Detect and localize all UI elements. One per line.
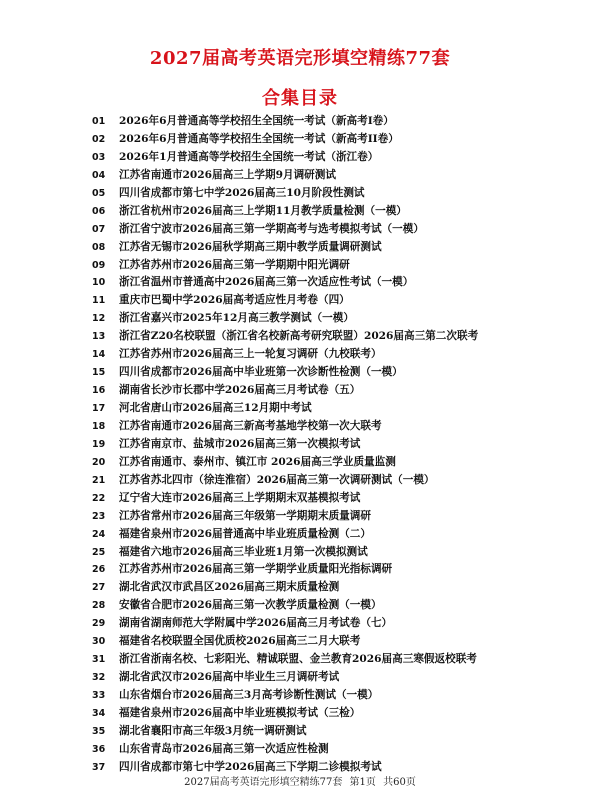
toc-entry-number: 17: [92, 403, 106, 414]
toc-entry-number: 25: [92, 546, 106, 558]
toc-entry: [92, 454, 512, 472]
toc-entry-title: 2026年1月普通高等学校招生全国统一考试（浙江卷）: [119, 150, 379, 163]
toc-entry: [92, 418, 512, 436]
toc-entry: [92, 149, 512, 167]
toc-entry: [92, 723, 512, 741]
toc-entry-title: 浙江省温州市普通高中2026届高三第一次适应性考试（一模）: [119, 276, 414, 289]
toc-entry-title: 福建省六地市2026届高三毕业班1月第一次模拟测试: [119, 545, 368, 558]
toc-entry-number: 35: [92, 725, 106, 737]
toc-entry: [92, 687, 512, 705]
toc-entry-number: 16: [92, 385, 106, 397]
toc-entry-title: 福建省名校联盟全国优质校2026届高三二月大联考: [119, 635, 361, 648]
toc-entry-number: 20: [92, 456, 106, 468]
toc-entry-number: 11: [92, 295, 106, 307]
toc-entry: [92, 292, 512, 310]
toc-entry: [92, 167, 512, 185]
toc-entry: [92, 400, 512, 418]
toc-entry-title: 山东省青岛市2026届高三第一次适应性检测: [119, 742, 329, 755]
toc-entry: [92, 633, 512, 651]
toc-entry-number: 07: [92, 223, 106, 235]
toc-entry-number: 22: [92, 492, 106, 504]
toc-entry-title: 四川省成都市第七中学2026届高三10月阶段性测试: [119, 186, 365, 199]
toc-entry: [92, 561, 512, 579]
toc-entry-number: 33: [92, 690, 106, 701]
toc-entry-number: 15: [92, 367, 106, 379]
page-footer: [0, 773, 600, 788]
toc-entry: [92, 508, 512, 526]
toc-entry: [92, 472, 512, 490]
toc-entry: [92, 274, 512, 292]
toc-entry: [92, 364, 512, 382]
footer-page-number: 第1页: [349, 777, 376, 788]
toc-entry-number: 10: [92, 277, 106, 289]
toc-entry-title: 江苏省南通市、泰州市、镇江市 2026届高三学业质量监测: [119, 455, 396, 468]
toc-entry-title: 江苏省苏州市2026届高三上一轮复习调研（九校联考）: [119, 348, 382, 361]
toc-entry-title: 浙江省宁波市2026届高三第一学期高考与选考模拟考试（一模）: [119, 222, 424, 235]
toc-entry-number: 19: [92, 438, 106, 450]
toc-entry-title: 2026年6月普通高等学校招生全国统一考试（新高考I卷）: [119, 115, 394, 127]
toc-entry-title: 四川省成都市第七中学2026届高三下学期二诊模拟考试: [119, 760, 382, 773]
toc-entry-number: 08: [92, 241, 106, 253]
toc-entry: [92, 221, 512, 239]
toc-entry-title: 浙江省浙南名校、七彩阳光、精诚联盟、金兰教育2026届高三寒假返校联考: [119, 653, 477, 666]
toc-entry-title: 湖南省长沙市长郡中学2026届高三月考试卷（五）: [119, 384, 361, 397]
toc-entry: [92, 526, 512, 544]
toc-entry: [92, 436, 512, 454]
toc-entry: [92, 328, 512, 346]
toc-entry-title: 浙江省Z20名校联盟（浙江省名校新高考研究联盟）2026届高三第二次联考: [119, 330, 479, 343]
toc-entry-title: 湖北省武汉市2026届高中毕业生三月调研考试: [119, 671, 340, 684]
toc-entry: [92, 382, 512, 400]
toc-entry-number: 06: [92, 205, 106, 217]
toc-entry-number: 05: [92, 187, 106, 199]
toc-entry-title: 重庆市巴蜀中学2026届高考适应性月考卷（四）: [119, 294, 350, 307]
toc-entry-number: 37: [92, 761, 106, 773]
toc-entry-number: 02: [92, 133, 106, 145]
toc-entry-number: 13: [92, 331, 106, 343]
toc-entry: [92, 346, 512, 364]
toc-entry-number: 12: [92, 313, 106, 325]
toc-entry-number: 09: [92, 259, 106, 271]
toc-entry-number: 27: [92, 582, 106, 594]
toc-entry-title: 浙江省嘉兴市2025年12月高三教学测试（一模）: [119, 312, 354, 325]
toc-entry-number: 31: [92, 654, 106, 666]
toc-entry-title: 山东省烟台市2026届高三3月高考诊断性测试（一模）: [119, 689, 379, 701]
toc-entry-number: 21: [92, 474, 106, 486]
toc-entry-title: 江苏省苏北四市（徐连淮宿）2026届高三第一次调研测试（一模）: [119, 473, 435, 486]
toc-entry-number: 04: [92, 169, 106, 181]
toc-entry: [92, 239, 512, 257]
toc-entry-title: 河北省唐山市2026届高三12月期中考试: [119, 402, 312, 414]
table-of-contents: [92, 113, 512, 777]
toc-entry-number: 34: [92, 707, 106, 719]
toc-entry-title: 江苏省无锡市2026届秋学期高三期中教学质量调研测试: [119, 240, 382, 253]
toc-entry-title: 江苏省南通市2026届高三新高考基地学校第一次大联考: [119, 419, 382, 432]
page-subtitle: 合集目录: [262, 88, 338, 109]
toc-entry: [92, 185, 512, 203]
toc-entry-title: 湖南省湖南师范大学附属中学2026届高三月考试卷（七）: [119, 617, 393, 630]
footer-doc-name: 2027届高考英语完形填空精练77套: [184, 777, 343, 788]
toc-entry-title: 四川省成都市2026届高中毕业班第一次诊断性检测（一模）: [119, 366, 403, 379]
toc-entry-title: 江苏省常州市2026届高三年级第一学期期末质量调研: [119, 509, 371, 522]
toc-entry-number: 28: [92, 600, 106, 612]
toc-entry-number: 18: [92, 420, 106, 432]
toc-entry-title: 福建省泉州市2026届高中毕业班模拟考试（三检）: [119, 706, 361, 719]
toc-entry: [92, 741, 512, 759]
toc-entry: [92, 131, 512, 149]
toc-entry-number: 23: [92, 510, 106, 522]
toc-entry-number: 14: [92, 349, 106, 361]
toc-entry: [92, 615, 512, 633]
page-title: 2027届高考英语完形填空精练77套: [149, 48, 451, 69]
toc-entry-title: 湖北省武汉市武昌区2026届高三期末质量检测: [119, 581, 340, 594]
toc-entry-number: 24: [92, 528, 106, 540]
toc-entry-title: 湖北省襄阳市高三年级3月统一调研测试: [119, 724, 307, 737]
toc-entry: [92, 597, 512, 615]
toc-entry-number: 26: [92, 564, 106, 576]
toc-entry-number: 01: [92, 116, 106, 127]
toc-entry: [92, 705, 512, 723]
toc-entry-number: 36: [92, 743, 106, 755]
toc-entry-title: 江苏省苏州市2026届高三第一学期期中阳光调研: [119, 258, 350, 271]
toc-entry-title: 2026年6月普通高等学校招生全国统一考试（新高考II卷）: [119, 132, 399, 145]
toc-entry-number: 03: [92, 151, 106, 163]
toc-entry: [92, 203, 512, 221]
toc-entry-title: 安徽省合肥市2026届高三第一次教学质量检测（一模）: [119, 599, 382, 612]
toc-entry: [92, 490, 512, 508]
toc-entry-number: 30: [92, 636, 106, 648]
toc-entry-title: 江苏省南通市2026届高三上学期9月调研测试: [119, 168, 336, 181]
toc-entry: [92, 113, 512, 131]
toc-entry: [92, 579, 512, 597]
toc-entry-number: 32: [92, 672, 106, 684]
toc-entry: [92, 310, 512, 328]
toc-entry-title: 福建省泉州市2026届普通高中毕业班质量检测（二）: [119, 527, 371, 540]
toc-entry: [92, 669, 512, 687]
footer-total-pages: 共60页: [383, 777, 416, 788]
toc-entry-title: 江苏省苏州市2026届高三第一学期学业质量阳光指标调研: [119, 563, 393, 576]
toc-entry-number: 29: [92, 618, 106, 630]
toc-entry-title: 辽宁省大连市2026届高三上学期期末双基模拟考试: [119, 491, 361, 504]
toc-entry-title: 江苏省南京市、盐城市2026届高三第一次模拟考试: [119, 437, 361, 450]
toc-entry: [92, 544, 512, 562]
toc-entry-title: 浙江省杭州市2026届高三上学期11月教学质量检测（一模）: [119, 204, 407, 217]
toc-entry: [92, 651, 512, 669]
toc-entry: [92, 257, 512, 275]
